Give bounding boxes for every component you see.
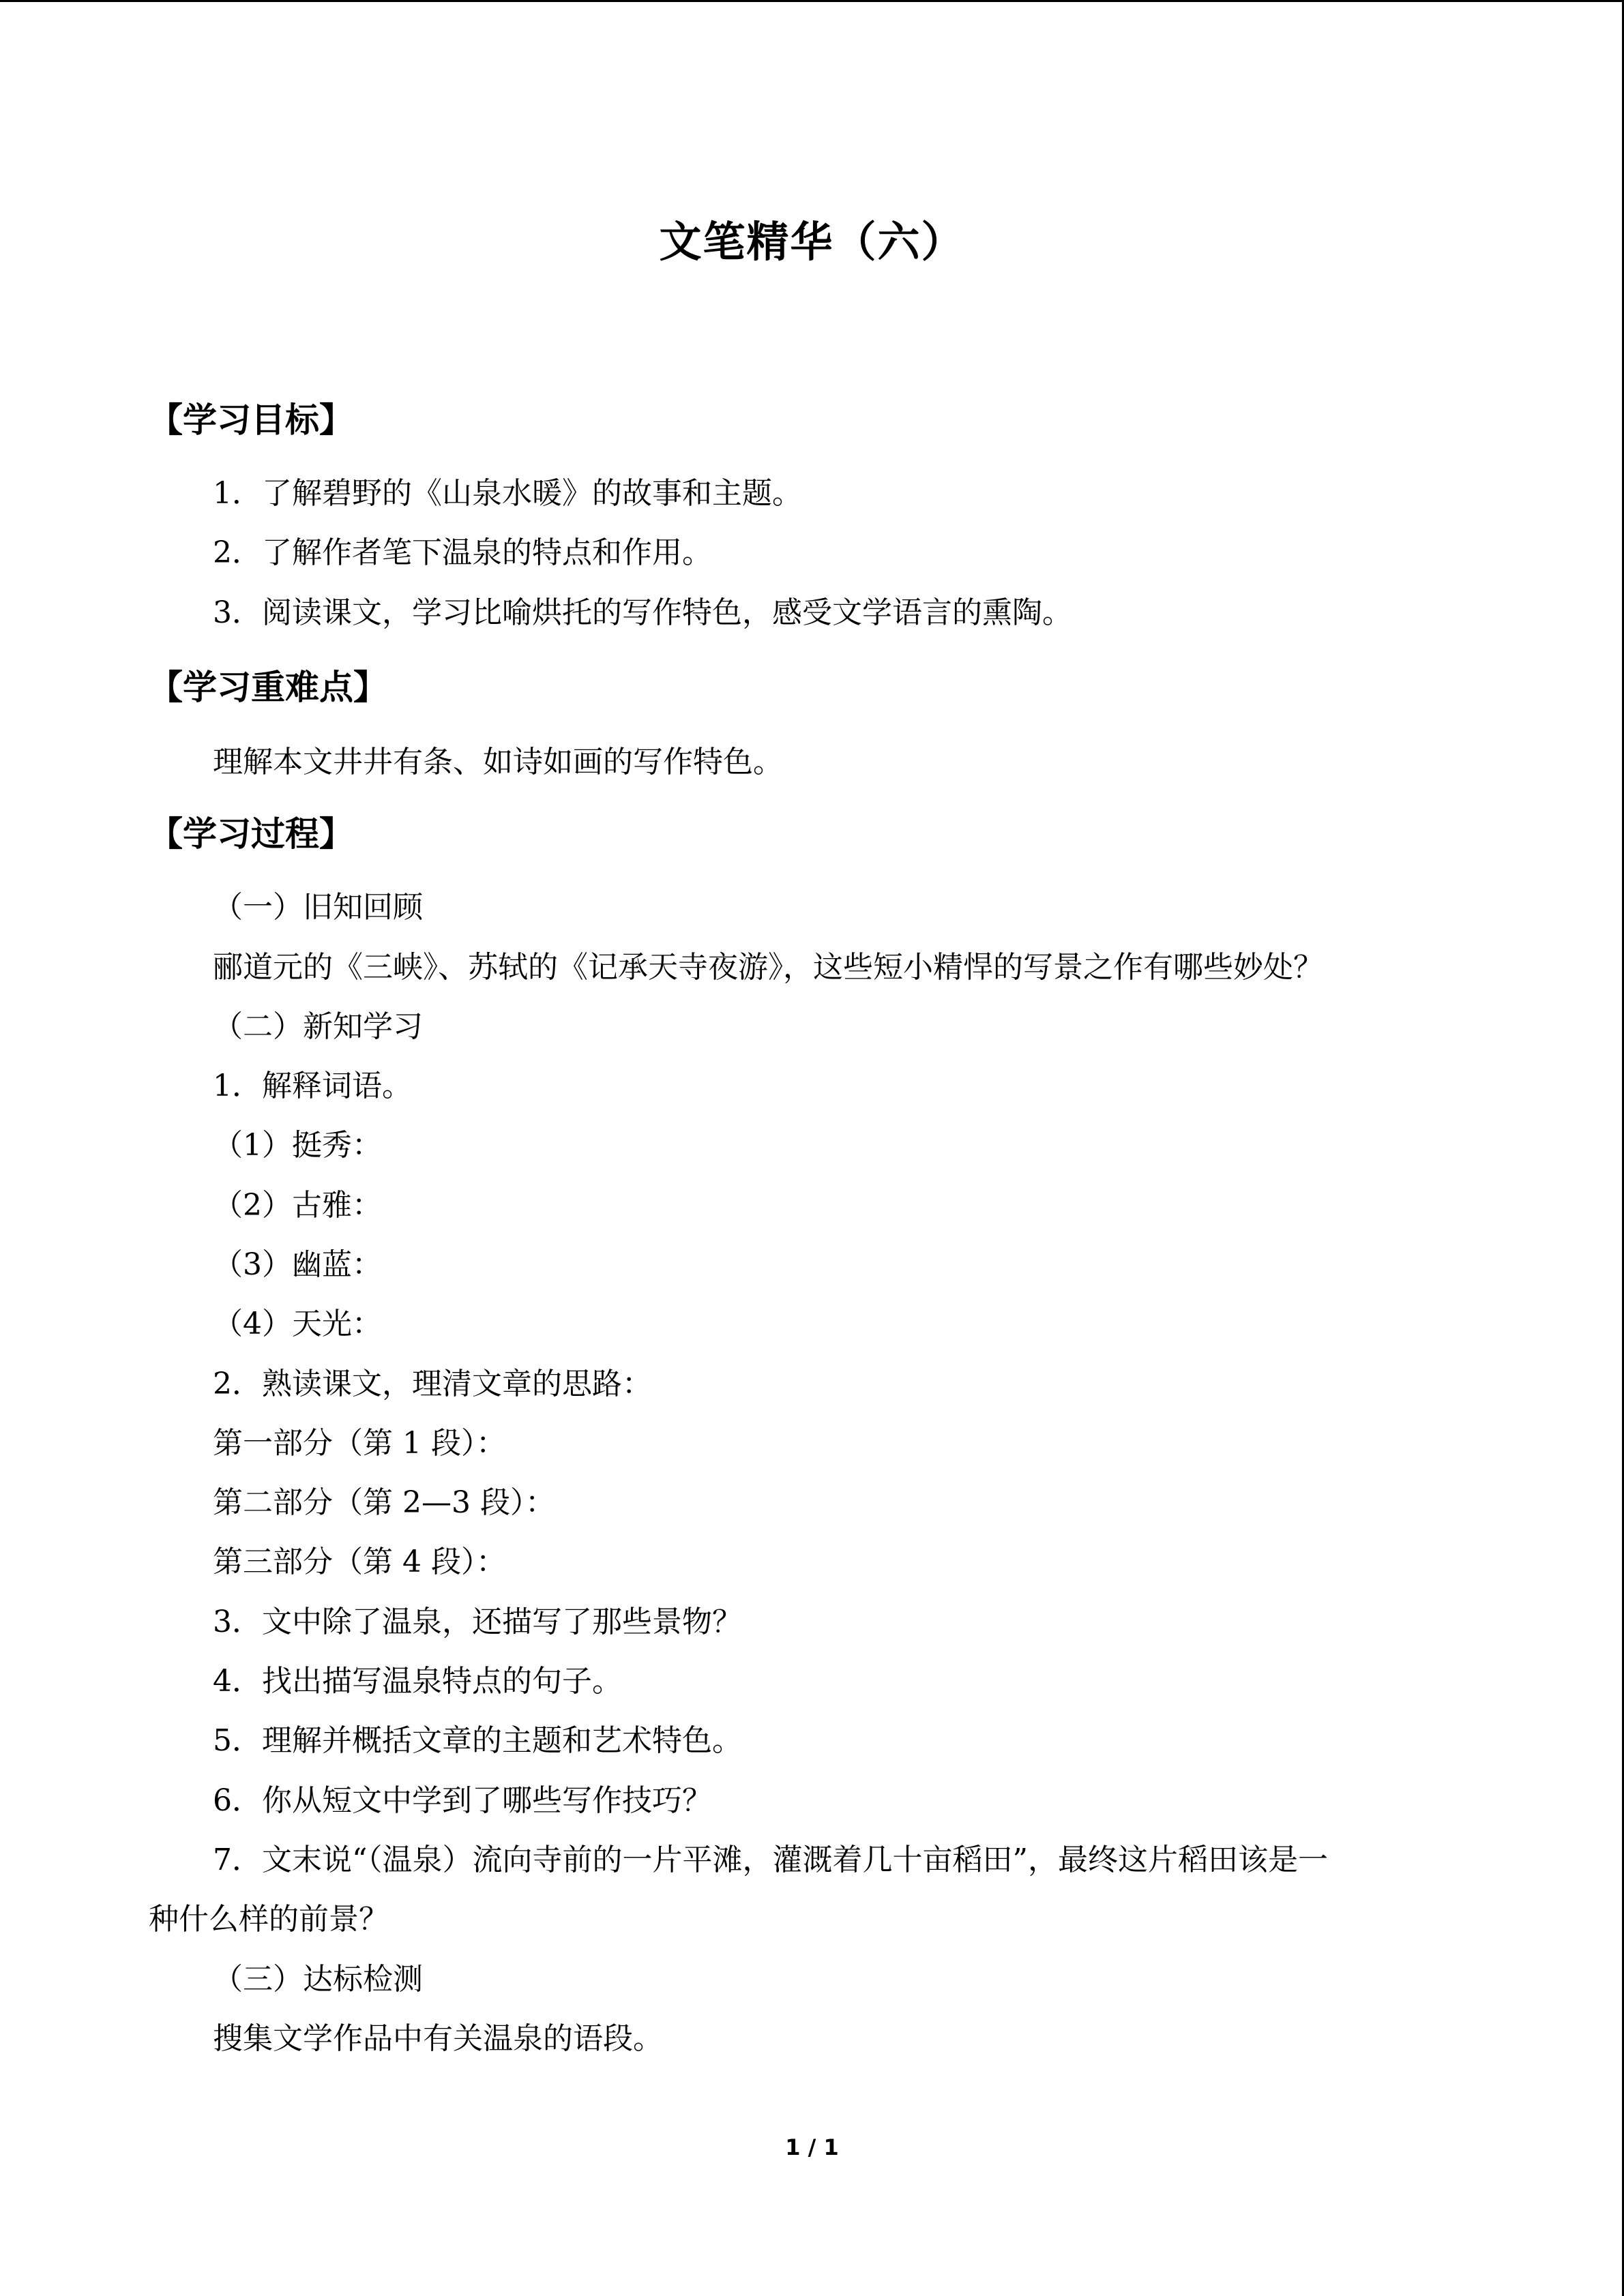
process-line: 3．文中除了温泉，还描写了那些景物？ [213,1605,742,1639]
key-points-text: 理解本文井井有条、如诗如画的写作特色。 [213,745,783,779]
process-line: （4）天光： [213,1307,382,1341]
heading-objectives: 【学习目标】 [149,400,353,440]
page-number: 1 / 1 [785,2134,839,2160]
process-line: 搜集文学作品中有关温泉的语段。 [213,2021,663,2056]
objective-item-2: 2．了解作者笔下温泉的特点和作用。 [213,535,712,570]
heading-process: 【学习过程】 [149,814,353,854]
process-line: 第一部分（第 1 段）： [213,1426,506,1461]
objective-item-3: 3．阅读课文，学习比喻烘托的写作特色，感受文学语言的熏陶。 [213,595,1072,630]
process-line: 第二部分（第 2—3 段）： [213,1485,555,1520]
process-subheading-check: （三）达标检测 [213,1962,423,1997]
process-line: 6．你从短文中学到了哪些写作技巧？ [213,1783,712,1818]
process-line: 种什么样的前景？ [149,1902,389,1937]
process-line: （1）挺秀： [213,1128,382,1163]
process-line: 2．熟读课文，理清文章的思路： [213,1367,652,1401]
document-title: 文笔精华（六） [659,217,965,267]
heading-key-points: 【学习重难点】 [149,668,387,707]
process-line: （3）幽蓝： [213,1247,382,1282]
process-line: 郦道元的《三峡》、苏轼的《记承天寺夜游》，这些短小精悍的写景之作有哪些妙处？ [213,950,1323,985]
process-line: 5．理解并概括文章的主题和艺术特色。 [213,1723,742,1758]
process-line: 7．文末说“（温泉）流向寺前的一片平滩，灌溉着几十亩稻田”，最终这片稻田该是一 [213,1843,1328,1877]
process-line: 第三部分（第 4 段）： [213,1545,506,1579]
process-subheading-new: （二）新知学习 [213,1009,423,1044]
process-line: （2）古雅： [213,1188,382,1223]
objective-item-1: 1．了解碧野的《山泉水暖》的故事和主题。 [213,476,802,511]
process-subheading-review: （一）旧知回顾 [213,890,423,925]
page-top-border [0,0,1624,2]
process-line: 4．找出描写温泉特点的句子。 [213,1664,622,1699]
process-line: 1．解释词语。 [213,1069,412,1103]
